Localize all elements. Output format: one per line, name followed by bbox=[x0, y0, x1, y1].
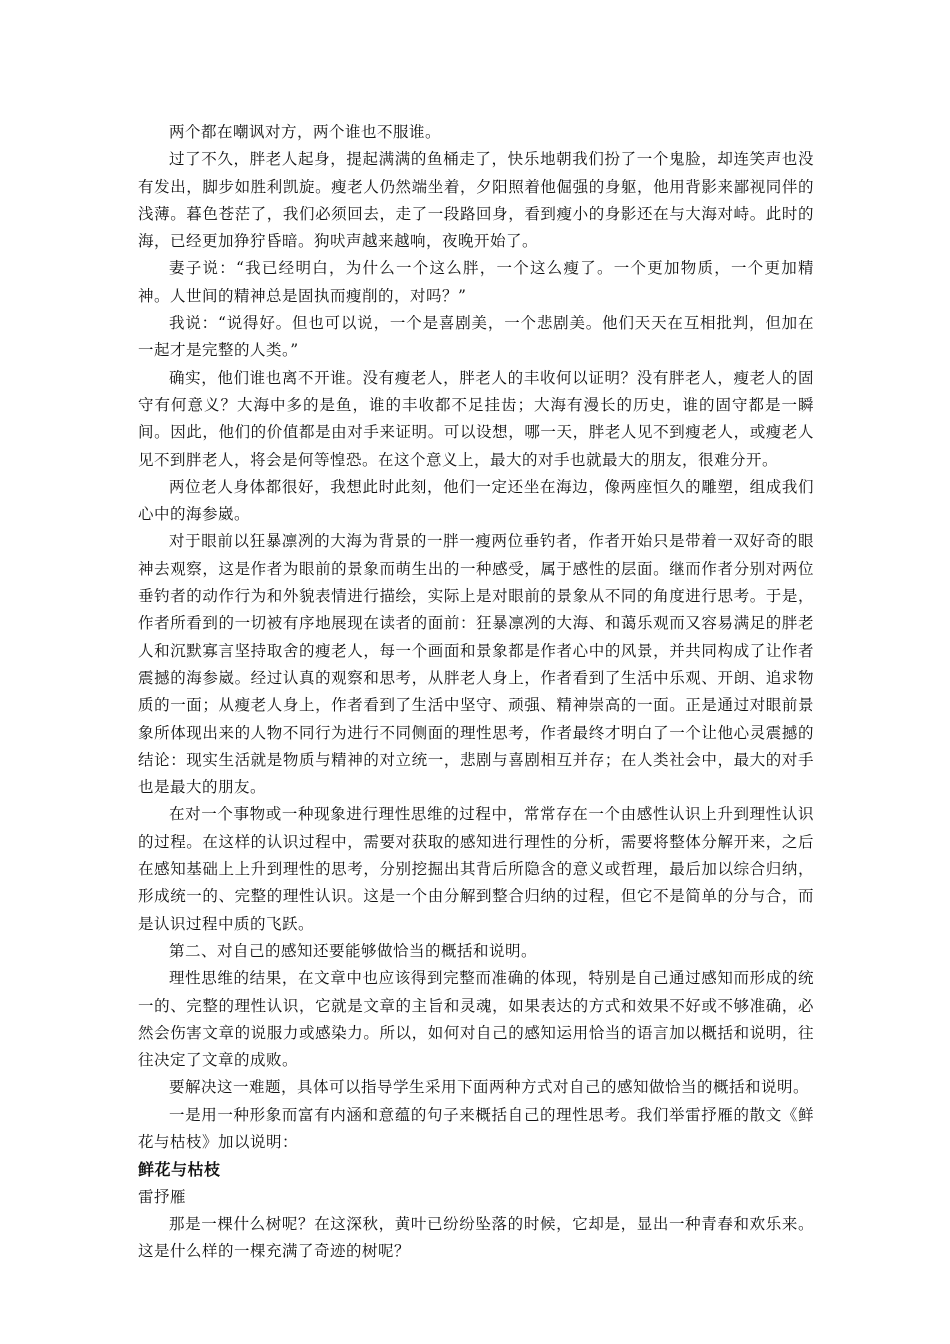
paragraph: 我说：“说得好。但也可以说，一个是喜剧美，一个悲剧美。他们天天在互相批判，但加在一起才是完整的人类。” bbox=[138, 314, 814, 360]
essay-author: 雷抒雁 bbox=[138, 1187, 187, 1206]
paragraph: 第二、对自己的感知还要能够做恰当的概括和说明。 bbox=[169, 941, 538, 960]
paragraph: 妻子说：“我已经明白，为什么一个这么胖，一个这么瘦了。一个更加物质，一个更加精神。人世间的精神总是固执而瘦削的，对吗？” bbox=[138, 259, 814, 305]
paragraph: 要解决这一难题，具体可以指导学生采用下面两种方式对自己的感知做恰当的概括和说明。 bbox=[169, 1078, 810, 1097]
paragraph: 一是用一种形象而富有内涵和意蕴的句子来概括自己的理性思考。我们举雷抒雁的散文《鲜花与枯枝》加以说明： bbox=[138, 1105, 814, 1151]
paragraph: 确实，他们谁也离不开谁。没有瘦老人，胖老人的丰收何以证明？没有胖老人，瘦老人的固守有何意义？大海中多的是鱼，谁的丰收都不足挂齿；大海有漫长的历史，谁的固守都是一瞬间。因此，他们的价值都是由对手来证明。可以设想，哪一天，胖老人见不到瘦老人，或瘦老人见不到胖老人，将会是何等惶恐。在这个意义上，最大的对手也就最大的朋友，很难分开。 bbox=[138, 368, 814, 469]
paragraph: 理性思维的结果，在文章中也应该得到完整而准确的体现，特别是自己通过感知而形成的统一的、完整的理性认识，它就是文章的主旨和灵魂，如果表达的方式和效果不好或不够准确，必然会伤害文章的说服力或感染力。所以，如何对自己的感知运用恰当的语言加以概括和说明，往往决定了文章的成败。 bbox=[138, 969, 814, 1070]
paragraph: 那是一棵什么树呢？在这深秋，黄叶已纷纷坠落的时候，它却是，显出一种青春和欢乐来。这是什么样的一棵充满了奇迹的树呢？ bbox=[138, 1214, 814, 1261]
essay-title: 鲜花与枯枝 bbox=[138, 1160, 221, 1180]
paragraph: 过了不久，胖老人起身，提起满满的鱼桶走了，快乐地朝我们扮了一个鬼脸，却连笑声也没有发出，脚步如胜利凯旋。瘦老人仍然端坐着，夕阳照着他倔强的身躯，他用背影来鄙视同伴的浅薄。暮色苍茫了，我们必须回去，走了一段路回身，看到瘦小的身影还在与大海对峙。此时的海，已经更加狰狞昏暗。狗吠声越来越响，夜晚开始了。 bbox=[138, 150, 814, 251]
document-page bbox=[138, 119, 814, 1265]
paragraph: 对于眼前以狂暴凛冽的大海为背景的一胖一瘦两位垂钓者，作者开始只是带着一双好奇的眼神去观察，这是作者为眼前的景象而萌生出的一种感受，属于感性的层面。继而作者分别对两位垂钓者的动作行为和外貌表情进行描绘，实际上是对眼前的景象从不同的角度进行思考。于是，作者所看到的一切被有序地展现在读者的面前：狂暴凛冽的大海、和蔼乐观而又容易满足的胖老人和沉默寡言坚持取舍的瘦老人，每一个画面和景象都是作者心中的风景，并共同构成了让作者震撼的海参崴。经过认真的观察和思考，从胖老人身上，作者看到了生活中乐观、开朗、追求物质的一面；从瘦老人身上，作者看到了生活中坚守、顽强、精神崇高的一面。正是通过对眼前景象所体现出来的人物不同行为进行不同侧面的理性思考，作者最终才明白了一个让他心灵震撼的结论：现实生活就是物质与精神的对立统一，悲剧与喜剧相互并存；在人类社会中，最大的对手也是最大的朋友。 bbox=[138, 532, 814, 797]
paragraph: 两位老人身体都很好，我想此时此刻，他们一定还坐在海边，像两座恒久的雕塑，组成我们心中的海参崴。 bbox=[138, 477, 814, 524]
paragraph: 在对一个事物或一种现象进行理性思维的过程中，常常存在一个由感性认识上升到理性认识的过程。在这样的认识过程中，需要对获取的感知进行理性的分析，需要将整体分解开来，之后在感知基础上上升到理性的思考，分别挖掘出其背后所隐含的意义或哲理，最后加以综合归纳，形成统一的、完整的理性认识。这是一个由分解到整合归纳的过程，但它不是简单的分与合，而是认识过程中质的飞跃。 bbox=[138, 805, 814, 933]
paragraph: 两个都在嘲讽对方，两个谁也不服谁。 bbox=[169, 123, 442, 141]
